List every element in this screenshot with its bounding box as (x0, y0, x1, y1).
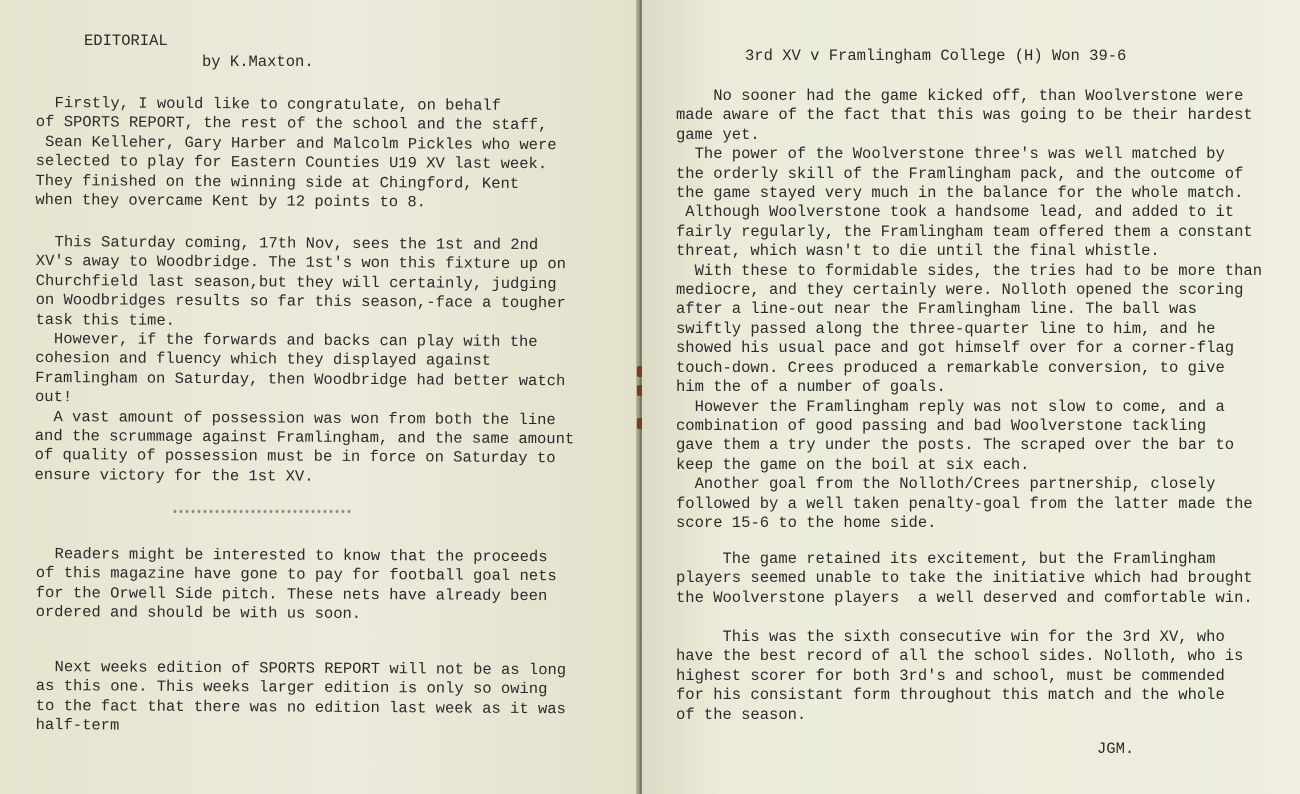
editorial-byline: by K.Maxton. (202, 53, 314, 71)
right-page (642, 0, 1300, 794)
editorial-paragraph-2: This Saturday coming, 17th Nov, sees the 1st and 2nd XV's away to Woodbridge. The 1st's won this fixture up on Churchfield last season,but they will certainly, judging on Woodbridges results so far this season,-face a tougher task this time. However, if the forwards and backs can play with the cohesion and fluency which they displayed against Framlingham on Saturday, then Woodbridge had better watch out! A vast amount of possession was won from both the line and the scrummage against Framlingham, and the same amount of quality of possession must be in force on Saturday to ensure victory for the 1st XV. (34, 233, 575, 486)
section-separator: ****************************** (172, 510, 353, 521)
editorial-paragraph-4: Next weeks edition of SPORTS REPORT will not be as long as this one. This weeks larger edition is only so owing to the fact that there was no edition last week as it was half-term (35, 658, 567, 735)
match-report-heading: 3rd XV v Framlingham College (H) Won 39-6 (745, 47, 1127, 65)
left-page (0, 0, 638, 794)
editorial-heading: EDITORIAL (84, 32, 168, 50)
signature: JGM. (1097, 740, 1135, 758)
match-report-paragraph-1: No sooner had the game kicked off, than Woolverstone were made aware of the fact that this was going to be their hardest game yet. The power of the Woolverstone three's was well matched by the orderly skill of the Framlingham pack, and the outcome of the game stayed very much in the balance for the whole match. Although Woolverstone took a handsome lead, and added to it fairly regularly, the Framlingham team offered them a constant threat, which wasn't to die until the final whistle. With these to formidable sides, the tries had to be more than mediocre, and they certainly were. Nolloth opened the scoring after a line-out near the Framlingham line. The ball was swiftly passed along the three-quarter line to him, and he showed his usual pace and got himself over for a corner-flag touch-down. Crees produced a remarkable conversion, to give him the of a number of goals. However the Framlingham reply was not slow to come, and a combination of good passing and bad Woolverstone tackling gave them a try under the posts. The scraped over the bar to keep the game on the boil at six each. Another goal from the Nolloth/Crees partnership, closely followed by a well taken penalty-goal from the latter made the score 15-6 to the home side. (676, 87, 1262, 532)
editorial-paragraph-3: Readers might be interested to know that the proceeds of this magazine have gone to pay for football goal nets for the Orwell Side pitch. These nets have already been ordered and should be with us soon. (35, 545, 557, 624)
match-report-paragraph-3: This was the sixth consecutive win for the 3rd XV, who have the best record of all the school sides. Nolloth, who is highest scorer for both 3rd's and school, must be commended for his consistant form throughout this match and the whole of the season. (676, 628, 1244, 724)
editorial-paragraph-1: Firstly, I would like to congratulate, on behalf of SPORTS REPORT, the rest of the school and the staff, Sean Kelleher, Gary Harber and Malcolm Pickles who were selected to play for Eastern Counties U19 XV last week. They finished on the winning side at Chingford, Kent when they overcame Kent by 12 points to 8. (35, 94, 557, 212)
match-report-paragraph-2: The game retained its excitement, but the Framlingham players seemed unable to take the initiative which had brought the Woolverstone players a well deserved and comfortable win. (676, 550, 1253, 607)
